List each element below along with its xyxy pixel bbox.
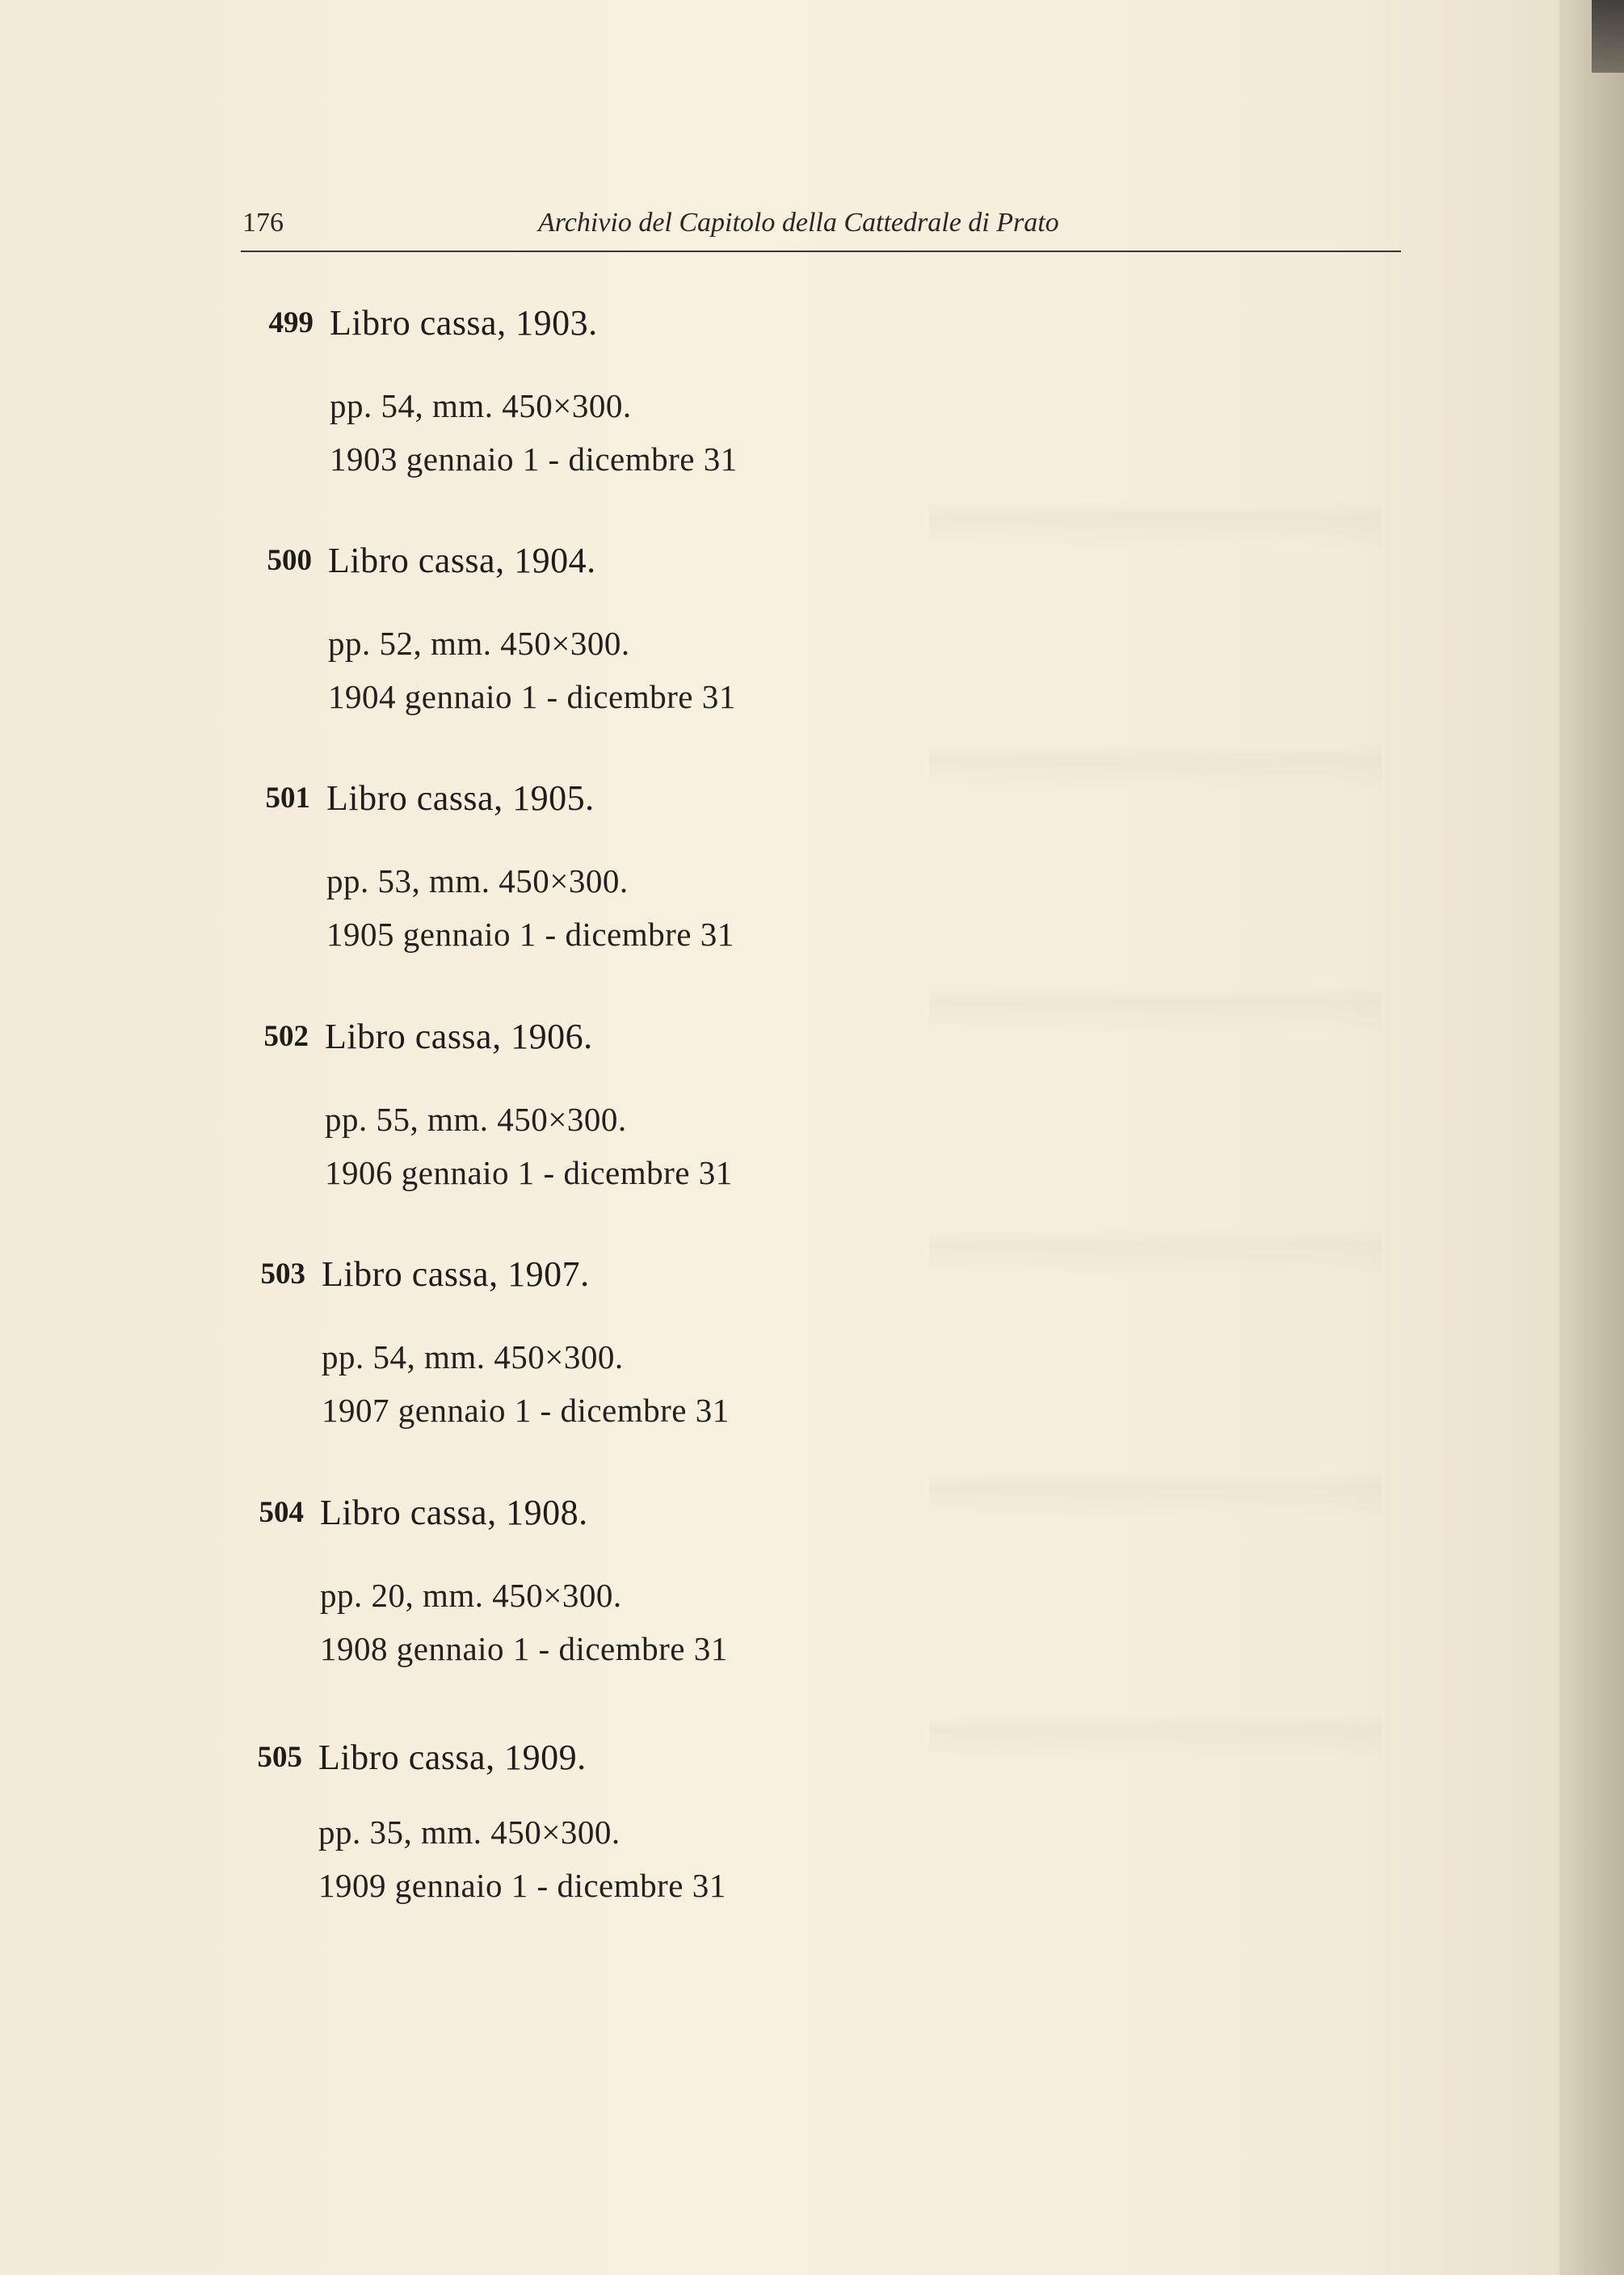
entry-dates: 1904 gennaio 1 - dicembre 31 [328,678,736,715]
header-rule [241,251,1401,252]
show-through-texture [929,307,1382,1923]
entry-505 [229,1740,957,1942]
entry-504 [231,1495,958,1697]
entry-number: 501 [265,782,310,815]
entry-dates: 1903 gennaio 1 - dicembre 31 [330,440,738,478]
entry-dates: 1907 gennaio 1 - dicembre 31 [322,1392,730,1429]
entry-dates: 1908 gennaio 1 - dicembre 31 [320,1630,728,1667]
entry-title: Libro cassa, 1909. [318,1738,587,1777]
entry-503 [233,1254,960,1459]
entry-description: pp. 53, mm. 450×300. [326,862,629,899]
entry-title: Libro cassa, 1906. [325,1017,593,1056]
entry-number: 500 [267,544,312,577]
entry-500 [239,543,966,745]
entry-title: Libro cassa, 1905. [326,778,595,818]
entry-description: pp. 54, mm. 450×300. [322,1338,624,1376]
entry-title: Libro cassa, 1907. [322,1254,590,1294]
entry-502 [236,1019,963,1221]
entry-number: 503 [260,1258,305,1291]
entry-number: 502 [263,1020,309,1053]
entry-title: Libro cassa, 1904. [328,541,596,580]
entry-description: pp. 20, mm. 450×300. [320,1577,622,1614]
entry-title: Libro cassa, 1903. [330,303,598,343]
entry-description: pp. 52, mm. 450×300. [328,625,630,662]
page-edge [1559,0,1624,2275]
page-number: 176 [242,208,284,238]
page-header [241,206,1401,251]
entry-501 [238,778,965,983]
entry-dates: 1906 gennaio 1 - dicembre 31 [325,1154,733,1191]
entry-number: 499 [268,306,313,339]
entry-dates: 1909 gennaio 1 - dicembre 31 [318,1867,726,1904]
entry-number: 504 [259,1496,304,1529]
page-edge-shadow [1592,0,1624,73]
entry-description: pp. 55, mm. 450×300. [325,1101,627,1138]
running-title: Archivio del Capitolo della Cattedrale di Prato [538,208,1059,238]
entry-dates: 1905 gennaio 1 - dicembre 31 [326,916,734,953]
entry-title: Libro cassa, 1908. [320,1493,588,1532]
entry-description: pp. 35, mm. 450×300. [318,1814,621,1851]
entry-499 [241,305,968,508]
entry-number: 505 [257,1741,302,1774]
entry-description: pp. 54, mm. 450×300. [330,387,632,424]
